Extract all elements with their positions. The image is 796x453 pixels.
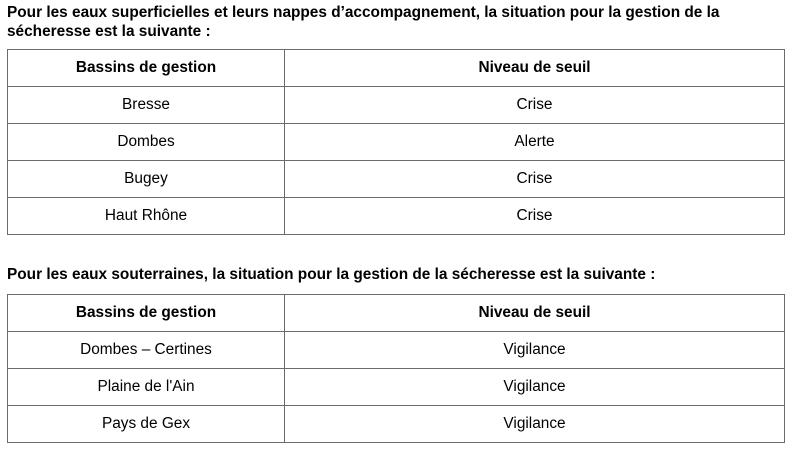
cell-bassin: Bugey <box>8 161 285 198</box>
cell-niveau: Crise <box>285 87 785 124</box>
surface-water-intro: Pour les eaux superficielles et leurs nappes d’accompagnement, la situation pour la gestion de la sécheresse est la suivante : <box>7 4 720 40</box>
cell-niveau: Crise <box>285 198 785 235</box>
table-row <box>8 161 785 198</box>
cell-bassin: Plaine de l'Ain <box>8 369 285 406</box>
groundwater-intro: Pour les eaux souterraines, la situation pour la gestion de la sécheresse est la suivante : <box>7 266 656 283</box>
table-header-row <box>8 50 785 87</box>
table-row <box>8 124 785 161</box>
table-row <box>8 369 785 406</box>
table-row <box>8 198 785 235</box>
cell-bassin: Haut Rhône <box>8 198 285 235</box>
column-header-bassin: Bassins de gestion <box>8 295 285 332</box>
cell-bassin: Dombes <box>8 124 285 161</box>
column-header-niveau: Niveau de seuil <box>285 295 785 332</box>
surface-water-table <box>7 49 785 235</box>
column-header-niveau: Niveau de seuil <box>285 50 785 87</box>
cell-niveau: Alerte <box>285 124 785 161</box>
table-row <box>8 87 785 124</box>
groundwater-table <box>7 294 785 443</box>
table-header-row <box>8 295 785 332</box>
cell-niveau: Vigilance <box>285 369 785 406</box>
cell-niveau: Crise <box>285 161 785 198</box>
cell-bassin: Bresse <box>8 87 285 124</box>
cell-bassin: Dombes – Certines <box>8 332 285 369</box>
cell-niveau: Vigilance <box>285 406 785 443</box>
table-row <box>8 406 785 443</box>
cell-niveau: Vigilance <box>285 332 785 369</box>
table-row <box>8 332 785 369</box>
column-header-bassin: Bassins de gestion <box>8 50 285 87</box>
cell-bassin: Pays de Gex <box>8 406 285 443</box>
